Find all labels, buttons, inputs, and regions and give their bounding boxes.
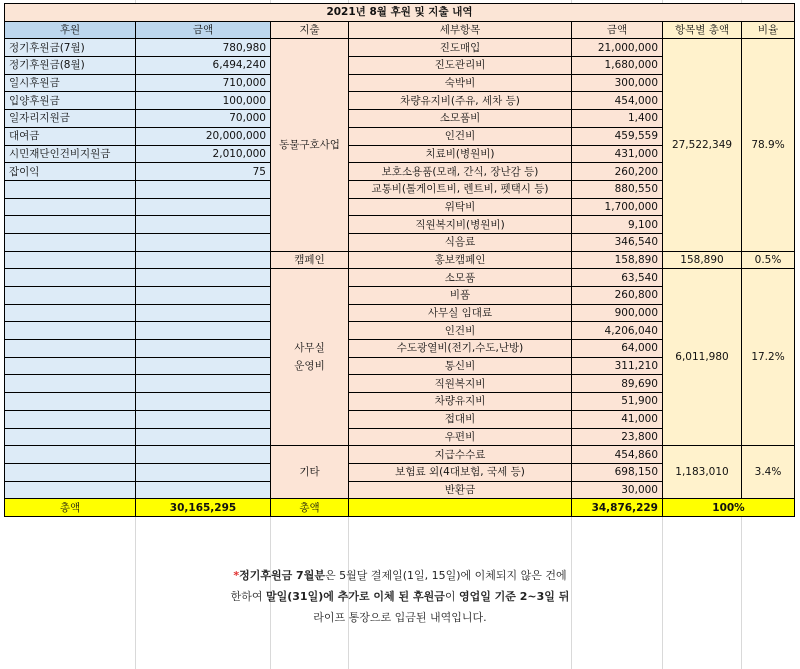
income-label-empty: [5, 357, 136, 375]
expense-amount: 311,210: [572, 357, 663, 375]
category-total: 27,522,349: [663, 39, 742, 251]
income-amount: 20,000,000: [136, 127, 271, 145]
expense-detail: 직원복지비: [349, 375, 572, 393]
expense-amount: 21,000,000: [572, 39, 663, 57]
income-amount: 710,000: [136, 74, 271, 92]
expense-amount: 1,680,000: [572, 57, 663, 75]
income-amount-empty: [136, 233, 271, 251]
header-expense: 지출: [271, 21, 349, 39]
footnote-bold-text: 영업일 기준 2~3일 뒤: [458, 590, 570, 603]
expense-total-blank: [349, 499, 572, 517]
totals-row: [5, 499, 795, 517]
income-label-empty: [5, 481, 136, 499]
expense-detail: 사무실 임대료: [349, 304, 572, 322]
expense-amount: 900,000: [572, 304, 663, 322]
expense-amount: 260,200: [572, 163, 663, 181]
expense-category-line: 운영비: [294, 360, 325, 373]
income-label-empty: [5, 375, 136, 393]
income-label-empty: [5, 428, 136, 446]
expense-detail: 인건비: [349, 322, 572, 340]
ratio-total-value: 100%: [663, 499, 795, 517]
header-ratio: 비율: [742, 21, 795, 39]
income-amount-empty: [136, 446, 271, 464]
budget-table: [4, 3, 795, 517]
income-amount: 6,494,240: [136, 57, 271, 75]
income-label-empty: [5, 393, 136, 411]
header-amount: 금액: [572, 21, 663, 39]
income-amount-empty: [136, 393, 271, 411]
income-label: 정기후원금(8월): [5, 57, 136, 75]
expense-amount: 51,900: [572, 393, 663, 411]
expense-amount: 63,540: [572, 269, 663, 287]
income-label-empty: [5, 410, 136, 428]
footnote-bold-text: 정기후원금 7월분: [239, 569, 325, 582]
table-title: 2021년 8월 후원 및 지출 내역: [5, 4, 795, 22]
expense-total-value: 34,876,229: [572, 499, 663, 517]
expense-amount: 454,000: [572, 92, 663, 110]
income-label-empty: [5, 198, 136, 216]
expense-amount: 41,000: [572, 410, 663, 428]
expense-detail: 진도관리비: [349, 57, 572, 75]
expense-amount: 1,700,000: [572, 198, 663, 216]
income-amount-empty: [136, 269, 271, 287]
table-row: [5, 446, 795, 464]
expense-detail: 소모품: [349, 269, 572, 287]
income-amount-empty: [136, 251, 271, 269]
income-label: 시민재단인건비지원금: [5, 145, 136, 163]
income-label-empty: [5, 463, 136, 481]
income-amount-empty: [136, 481, 271, 499]
income-label: 잡이익: [5, 163, 136, 181]
income-total-value: 30,165,295: [136, 499, 271, 517]
expense-amount: 459,559: [572, 127, 663, 145]
category-total: 1,183,010: [663, 446, 742, 499]
expense-detail: 비품: [349, 287, 572, 305]
expense-amount: 300,000: [572, 74, 663, 92]
category-ratio: 0.5%: [742, 251, 795, 269]
table-row: [5, 39, 795, 57]
footnote-line-1: [0, 565, 800, 586]
header-detail: 세부항목: [349, 21, 572, 39]
expense-detail: 홍보캠페인: [349, 251, 572, 269]
expense-amount: 454,860: [572, 446, 663, 464]
category-ratio: 78.9%: [742, 39, 795, 251]
header-row: [5, 21, 795, 39]
expense-detail: 반환금: [349, 481, 572, 499]
income-label-empty: [5, 287, 136, 305]
expense-detail: 수도광열비(전기,수도,난방): [349, 340, 572, 358]
income-amount-empty: [136, 304, 271, 322]
expense-amount: 880,550: [572, 180, 663, 198]
category-ratio: 17.2%: [742, 269, 795, 446]
footnote-text: 이: [444, 590, 459, 603]
income-amount-empty: [136, 322, 271, 340]
expense-detail: 통신비: [349, 357, 572, 375]
income-amount-empty: [136, 375, 271, 393]
income-amount: 780,980: [136, 39, 271, 57]
expense-category: [271, 269, 349, 446]
income-label-empty: [5, 269, 136, 287]
income-amount: 75: [136, 163, 271, 181]
expense-amount: 23,800: [572, 428, 663, 446]
expense-total-label: 총액: [271, 499, 349, 517]
income-amount-empty: [136, 198, 271, 216]
expense-amount: 30,000: [572, 481, 663, 499]
expense-amount: 9,100: [572, 216, 663, 234]
category-total: 158,890: [663, 251, 742, 269]
income-label-empty: [5, 340, 136, 358]
category-ratio: 3.4%: [742, 446, 795, 499]
expense-detail: 지급수수료: [349, 446, 572, 464]
expense-detail: 우편비: [349, 428, 572, 446]
income-amount-empty: [136, 357, 271, 375]
expense-amount: 158,890: [572, 251, 663, 269]
title-row: [5, 4, 795, 22]
header-amount: 금액: [136, 21, 271, 39]
footnote-line-3: 라이프 통장으로 입금된 내역입니다.: [313, 611, 487, 624]
income-label-empty: [5, 251, 136, 269]
income-amount-empty: [136, 180, 271, 198]
income-amount-empty: [136, 463, 271, 481]
income-amount-empty: [136, 216, 271, 234]
footnote-asterisk: *: [233, 569, 240, 582]
income-label-empty: [5, 233, 136, 251]
income-amount-empty: [136, 410, 271, 428]
category-total: 6,011,980: [663, 269, 742, 446]
expense-category-line: 사무실: [294, 342, 325, 355]
expense-amount: 89,690: [572, 375, 663, 393]
expense-detail: 위탁비: [349, 198, 572, 216]
expense-detail: 직원복지비(병원비): [349, 216, 572, 234]
expense-detail: 인건비: [349, 127, 572, 145]
income-label: 대여금: [5, 127, 136, 145]
income-label: 입양후원금: [5, 92, 136, 110]
expense-category: 동물구호사업: [271, 39, 349, 251]
expense-category: 기타: [271, 446, 349, 499]
income-amount: 100,000: [136, 92, 271, 110]
expense-detail: 식음료: [349, 233, 572, 251]
expense-amount: 346,540: [572, 233, 663, 251]
income-label: 일시후원금: [5, 74, 136, 92]
expense-detail: 차량유지비(주유, 세차 등): [349, 92, 572, 110]
expense-detail: 보호소용품(모래, 간식, 장난감 등): [349, 163, 572, 181]
expense-amount: 698,150: [572, 463, 663, 481]
expense-detail: 차량유지비: [349, 393, 572, 411]
income-label: 일자리지원금: [5, 110, 136, 128]
expense-amount: 431,000: [572, 145, 663, 163]
header-category-total: 항목별 총액: [663, 21, 742, 39]
income-amount-empty: [136, 340, 271, 358]
footnote-text: 한하여: [230, 590, 266, 603]
footnote-line-2: [0, 586, 800, 607]
income-label: 정기후원금(7월): [5, 39, 136, 57]
income-label-empty: [5, 180, 136, 198]
income-label-empty: [5, 304, 136, 322]
expense-detail: 진도매입: [349, 39, 572, 57]
expense-detail: 보험료 외(4대보험, 국세 등): [349, 463, 572, 481]
footnote-text: 은 5월달 결제일(1일, 15일)에 이체되지 않은 건에: [324, 569, 567, 582]
expense-amount: 1,400: [572, 110, 663, 128]
income-amount: 70,000: [136, 110, 271, 128]
income-amount-empty: [136, 428, 271, 446]
income-label-empty: [5, 446, 136, 464]
expense-detail: 접대비: [349, 410, 572, 428]
expense-detail: 소모품비: [349, 110, 572, 128]
income-total-label: 총액: [5, 499, 136, 517]
expense-amount: 64,000: [572, 340, 663, 358]
header-income: 후원: [5, 21, 136, 39]
expense-category: 캠페인: [271, 251, 349, 269]
income-label-empty: [5, 216, 136, 234]
footnote-bold-text: 말일(31일)에 추가로 이체 된 후원금: [266, 590, 445, 603]
income-amount-empty: [136, 287, 271, 305]
expense-detail: 치료비(병원비): [349, 145, 572, 163]
income-label-empty: [5, 322, 136, 340]
expense-amount: 4,206,040: [572, 322, 663, 340]
income-amount: 2,010,000: [136, 145, 271, 163]
table-row: [5, 269, 795, 287]
table-row: [5, 251, 795, 269]
expense-amount: 260,800: [572, 287, 663, 305]
expense-detail: 숙박비: [349, 74, 572, 92]
expense-detail: 교통비(톨게이트비, 렌트비, 펫택시 등): [349, 180, 572, 198]
